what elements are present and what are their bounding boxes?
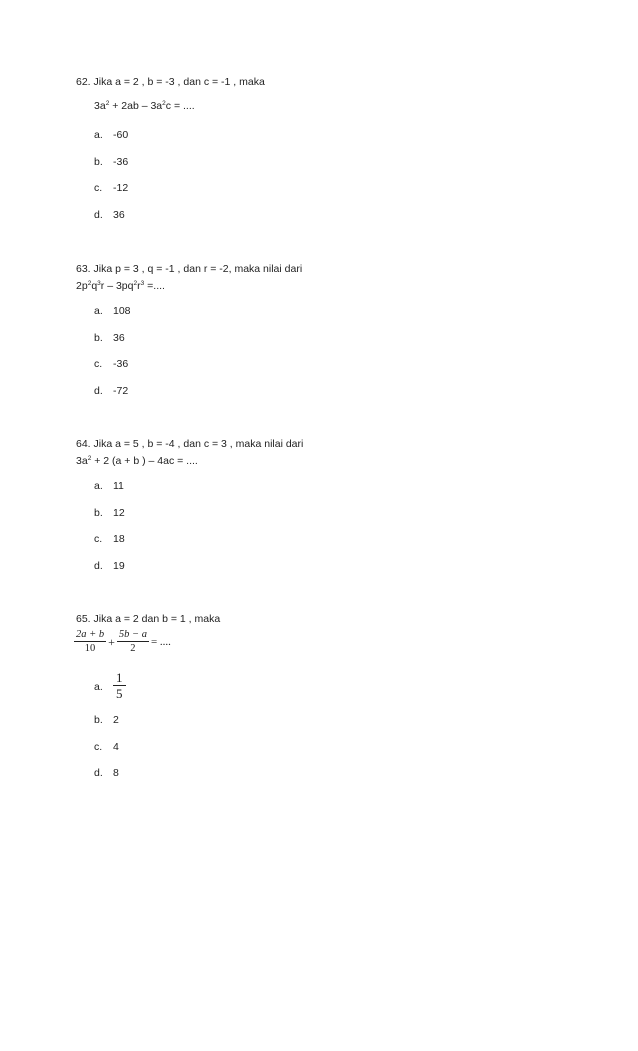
fraction-1: $\frac{2a + b}{10}$ [76,629,105,654]
option-65-a-fraction: $\frac{1}{5}$ [113,670,126,702]
question-62-expression: $3a^2 + 2ab - 3a^2c$ = .... [94,100,195,112]
question-63-stem: 63. Jika p = 3 , q = -1 , dan r = -2, maka nilai dari [76,263,303,275]
document-page: 62. Jika a = 2 , b = -3 , dan c = -1 , maka $3a^2 + 2ab - 3a^2c$ = .... a. -60 b. -36 c. -12 d. 36 63. Jika p = 3 , q = -1 , dan r = -2, maka nilai dari $2p^2q^3r - 3pq^2r^3$ =.... a. 108 b. 36 c. -36 d. -72 64. Jika a = 5 , b = -4 , dan c = 3 , maka nilai dari $3a^2 + 2$ (a + b ) – 4ac = .... a. 11 b. 12 c. 18 d. 19 65. Jika a = 2 dan b = 1 , maka $\frac{2a + b}{10}$ + $\frac{5b - a}{2}$ = .... a. $\frac{1}{5}$ b. 2 c. 4 d. 8 [0,0,638,1051]
question-65-stem: 65. Jika a = 2 dan b = 1 , maka [76,613,221,625]
question-64-expression: $3a^2 + 2$ (a + b ) – 4ac = .... [76,455,198,467]
question-65-expression: $\frac{2a + b}{10}$ + $\frac{5b - a}{2}$ = .... [76,629,171,654]
fraction-2: $\frac{5b - a}{2}$ [118,629,147,654]
question-64-stem: 64. Jika a = 5 , b = -4 , dan c = 3 , maka nilai dari [76,438,304,450]
question-62-stem: 62. Jika a = 2 , b = -3 , dan c = -1 , maka [76,76,265,88]
question-63-expression: $2p^2q^3r - 3pq^2r^3$ =.... [76,280,165,292]
